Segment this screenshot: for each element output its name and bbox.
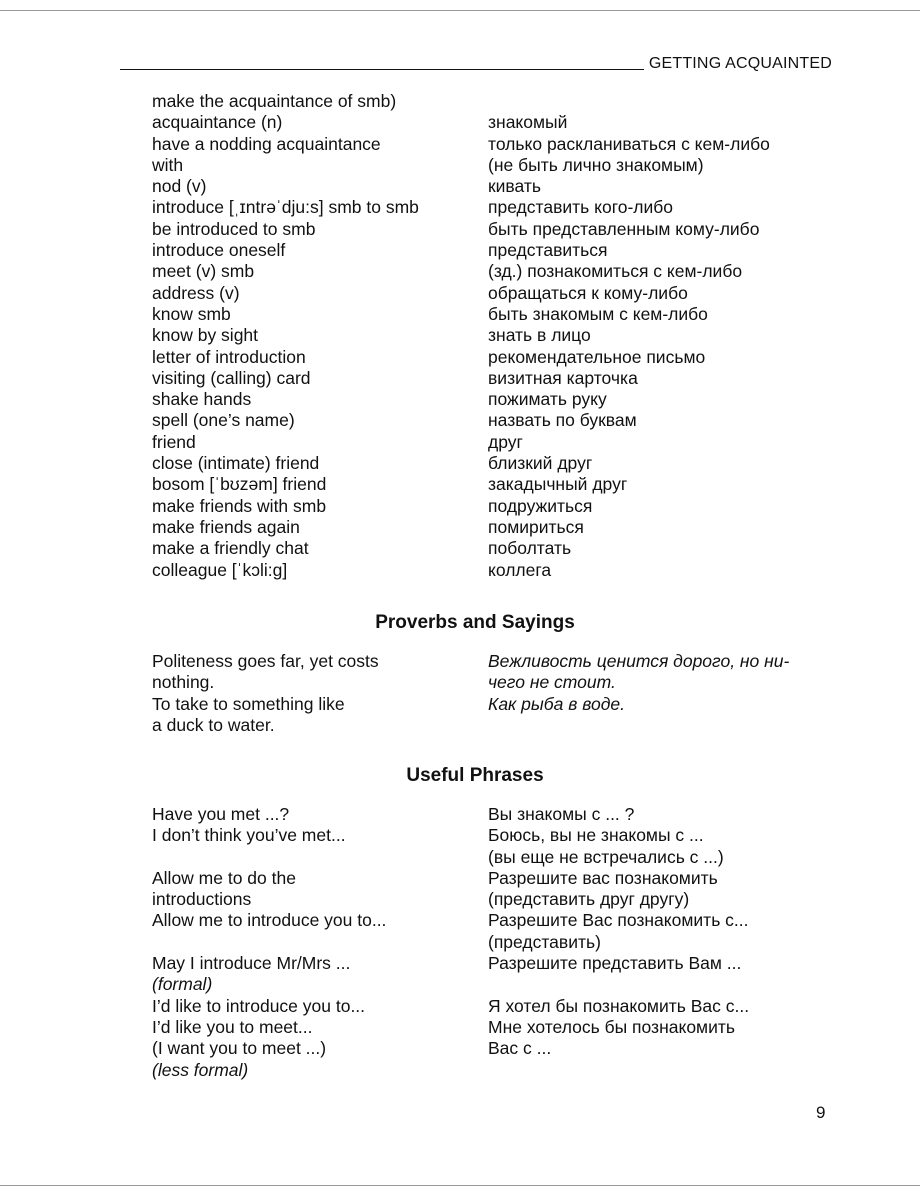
- english-term: Allow me to introduce you to...: [152, 910, 387, 931]
- russian-translation: Мне хотелось бы познакомить: [488, 1016, 735, 1037]
- english-term: make friends with smb: [152, 495, 327, 516]
- english-term: address (v): [152, 282, 240, 303]
- english-term: May I introduce Mr/Mrs ...: [152, 953, 351, 974]
- english-term: Allow me to do the: [152, 867, 296, 888]
- russian-translation: представить кого-либо: [488, 197, 674, 218]
- russian-translation: пожимать руку: [488, 389, 607, 410]
- russian-translation: рекомендательное письмо: [488, 346, 706, 367]
- russian-translation: (представить друг другу): [488, 889, 690, 910]
- english-term: I don’t think you’ve met...: [152, 825, 346, 846]
- russian-translation: коллега: [488, 559, 552, 580]
- english-term: letter of introduction: [152, 346, 306, 367]
- english-term: introduce [ˌɪntrəˈdju:s] smb to smb: [152, 197, 419, 218]
- english-term: make a friendly chat: [152, 538, 309, 559]
- russian-translation: Вы знакомы с ... ?: [488, 804, 635, 824]
- header-rule: [120, 69, 644, 70]
- russian-translation: подружиться: [488, 495, 593, 516]
- english-term: Politeness goes far, yet costs: [152, 651, 379, 671]
- russian-translation: быть представленным кому-либо: [488, 218, 760, 239]
- russian-translation: быть знакомым с кем-либо: [488, 303, 708, 324]
- russian-translation: (вы еще не встречались с ...): [488, 846, 724, 867]
- russian-translation: знать в лицо: [488, 325, 591, 346]
- russian-translation: Разрешите Вас познакомить с...: [488, 910, 749, 931]
- english-term: know by sight: [152, 325, 259, 346]
- english-term: close (intimate) friend: [152, 453, 320, 474]
- page-top-edge: [0, 10, 920, 11]
- english-term: acquaintance (n): [152, 112, 283, 133]
- english-term: spell (one’s name): [152, 410, 295, 431]
- page-bottom-edge: [0, 1185, 920, 1186]
- russian-translation: Разрешите вас познакомить: [488, 867, 718, 888]
- english-term: make the acquaintance of smb): [152, 91, 397, 111]
- russian-translation: (не быть лично знакомым): [488, 154, 704, 175]
- english-term: shake hands: [152, 389, 252, 410]
- russian-translation: Разрешите представить Вам ...: [488, 953, 742, 974]
- russian-translation: представиться: [488, 240, 608, 261]
- english-term: have a nodding acquaintance: [152, 133, 381, 154]
- russian-translation: помириться: [488, 516, 584, 537]
- english-term: To take to something like: [152, 693, 345, 714]
- russian-translation: чего не стоит.: [488, 672, 616, 693]
- russian-translation: (зд.) познакомиться с кем-либо: [488, 261, 743, 282]
- english-term: nod (v): [152, 176, 207, 197]
- header-title: GETTING ACQUAINTED: [648, 55, 832, 72]
- page-number: 9: [816, 1103, 826, 1122]
- russian-translation: (представить): [488, 931, 601, 952]
- english-term: introductions: [152, 889, 252, 910]
- english-term: Have you met ...?: [152, 804, 290, 824]
- russian-translation: назвать по буквам: [488, 410, 637, 431]
- russian-translation: визитная карточка: [488, 367, 638, 388]
- english-term: colleague [ˈkɔli:g]: [152, 559, 288, 580]
- russian-translation: поболтать: [488, 538, 572, 559]
- english-term: (less formal): [152, 1059, 249, 1080]
- russian-translation: друг: [488, 431, 523, 452]
- english-term: meet (v) smb: [152, 261, 255, 282]
- english-term: nothing.: [152, 672, 215, 693]
- russian-translation: Вежливость ценится дорого, но ни-: [488, 651, 790, 671]
- russian-translation: закадычный друг: [488, 474, 628, 495]
- russian-translation: Вас с ...: [488, 1038, 552, 1059]
- english-term: introduce oneself: [152, 240, 286, 261]
- russian-translation: кивать: [488, 176, 542, 197]
- english-term: with: [152, 154, 184, 175]
- english-term: know smb: [152, 303, 231, 324]
- phrases-title: Useful Phrases: [406, 765, 544, 786]
- english-term: (formal): [152, 974, 213, 995]
- russian-translation: близкий друг: [488, 453, 593, 474]
- russian-translation: обращаться к кому-либо: [488, 282, 688, 303]
- proverbs-title: Proverbs and Sayings: [375, 612, 575, 633]
- russian-translation: только раскланиваться с кем-либо: [488, 133, 770, 154]
- english-term: make friends again: [152, 516, 300, 537]
- running-header: [120, 54, 832, 78]
- english-term: visiting (calling) card: [152, 367, 311, 388]
- russian-translation: Как рыба в воде.: [488, 693, 625, 714]
- russian-translation: Боюсь, вы не знакомы с ...: [488, 825, 704, 846]
- russian-translation: Я хотел бы познакомить Вас с...: [488, 995, 750, 1016]
- english-term: I’d like you to meet...: [152, 1016, 313, 1037]
- english-term: friend: [152, 431, 196, 452]
- russian-translation: знакомый: [488, 112, 568, 133]
- english-term: be introduced to smb: [152, 218, 316, 239]
- english-term: bosom [ˈbʊzəm] friend: [152, 474, 327, 495]
- english-term: a duck to water.: [152, 714, 275, 735]
- english-term: I’d like to introduce you to...: [152, 995, 366, 1016]
- english-term: (I want you to meet ...): [152, 1038, 327, 1059]
